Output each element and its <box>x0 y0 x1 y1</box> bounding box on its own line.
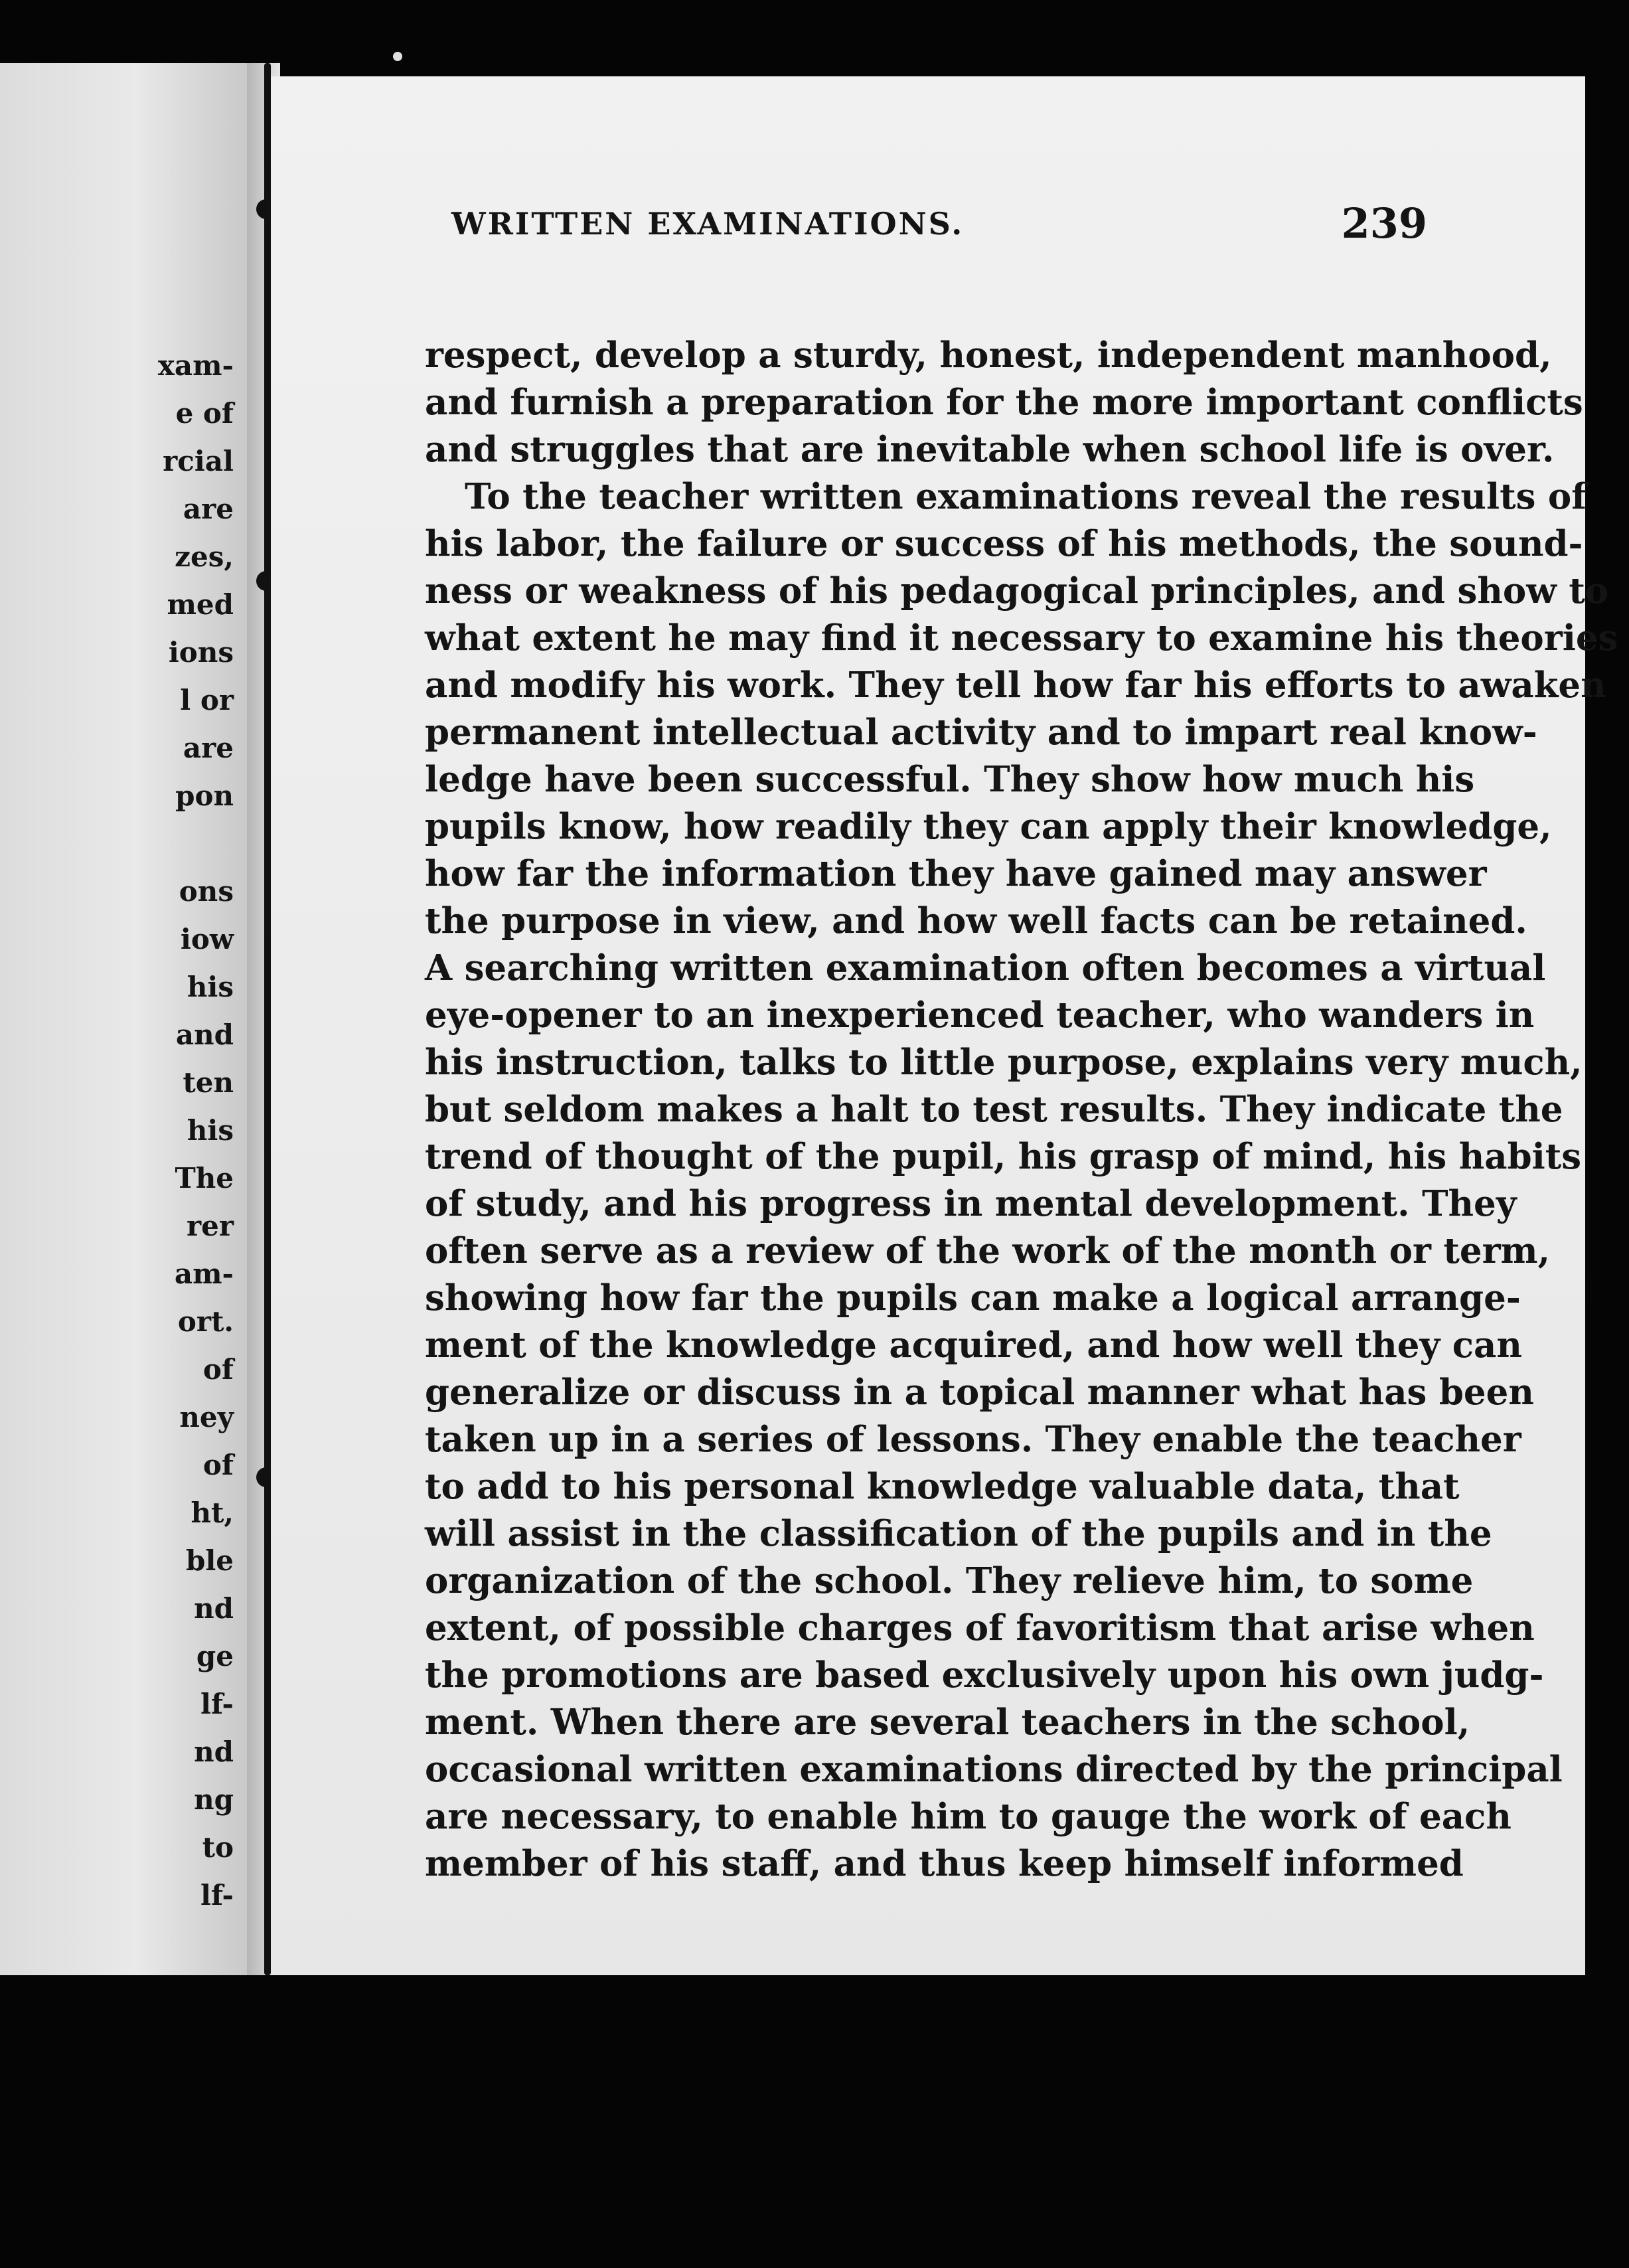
left-page-fragment: his <box>187 971 234 1003</box>
left-page-fragment: are <box>183 732 234 764</box>
left-page-fragment: ng <box>194 1783 234 1816</box>
text-line: the purpose in view, and how well facts can be retained. <box>425 900 1527 941</box>
left-page-fragment: l or <box>180 684 234 716</box>
text-line: ledge have been successful. They show how much his <box>425 759 1475 800</box>
scan-border <box>0 1975 1629 2268</box>
left-page-fragment: med <box>167 588 234 621</box>
text-line: but seldom makes a halt to test results. They indicate the <box>425 1089 1563 1130</box>
text-line: ment of the knowledge acquired, and how well they can <box>425 1325 1522 1366</box>
book-spine <box>264 63 271 1975</box>
left-page-fragment: iow <box>180 923 234 955</box>
left-page-fragment: The <box>175 1162 234 1194</box>
left-page-fragment: ions <box>168 636 234 669</box>
left-page-fragment: his <box>187 1114 234 1147</box>
left-page-fragment: ge <box>196 1640 234 1672</box>
page-number: 239 <box>1341 199 1427 248</box>
left-page-fragment: of <box>202 1353 234 1386</box>
left-page-fragment: and <box>175 1018 234 1051</box>
text-line: To the teacher written examinations reveal the results of <box>465 476 1587 517</box>
left-page-fragment: am- <box>174 1257 234 1290</box>
text-line: how far the information they have gained may answer <box>425 853 1487 894</box>
text-line: ness or weakness of his pedagogical principles, and show to <box>425 570 1609 611</box>
text-line: of study, and his progress in mental development. They <box>425 1183 1517 1224</box>
text-line: A searching written examination often becomes a virtual <box>425 947 1546 989</box>
left-page-fragment: nd <box>194 1736 234 1768</box>
left-page-fragment: are <box>183 493 234 525</box>
left-page-fragment: lf- <box>200 1688 234 1720</box>
text-line: his labor, the failure or success of his methods, the sound- <box>425 523 1583 564</box>
text-line: organization of the school. They relieve him, to some <box>425 1560 1474 1601</box>
text-line: taken up in a series of lessons. They enable the teacher <box>425 1419 1521 1460</box>
left-page-fragment: ort. <box>177 1305 234 1338</box>
text-line: trend of thought of the pupil, his grasp of mind, his habits <box>425 1136 1582 1177</box>
left-page-fragment: lf- <box>200 1879 234 1911</box>
text-line: generalize or discuss in a topical manner what has been <box>425 1372 1534 1413</box>
left-page-fragment: ble <box>185 1544 234 1577</box>
page-header <box>451 199 1427 252</box>
text-line: and struggles that are inevitable when school life is over. <box>425 429 1555 470</box>
text-line: will assist in the classification of the pupils and in the <box>425 1513 1492 1554</box>
left-page-fragment: rcial <box>163 445 234 477</box>
left-page-fragment: ht, <box>191 1497 234 1529</box>
left-page <box>0 63 247 1975</box>
text-line: the promotions are based exclusively upon his own judg- <box>425 1655 1544 1696</box>
left-page-fragment: zes, <box>175 540 234 573</box>
running-title: WRITTEN EXAMINATIONS. <box>451 206 965 242</box>
text-line: and modify his work. They tell how far his efforts to awaken <box>425 665 1606 706</box>
text-line: to add to his personal knowledge valuable data, that <box>425 1466 1460 1507</box>
left-page-text-fragments <box>158 342 234 1919</box>
scan-speck <box>393 52 402 61</box>
text-line: extent, of possible charges of favoritism that arise when <box>425 1607 1535 1649</box>
left-page-fragment: pon <box>175 779 234 812</box>
text-line: and furnish a preparation for the more important conflicts <box>425 382 1583 423</box>
text-line: member of his staff, and thus keep himself informed <box>425 1843 1464 1884</box>
text-line: his instruction, talks to little purpose, explains very much, <box>425 1042 1583 1083</box>
body-text <box>425 332 1618 1888</box>
left-page-fragment: ten <box>183 1066 234 1099</box>
left-page-fragment: rer <box>187 1210 234 1242</box>
left-page-fragment <box>158 820 234 868</box>
text-line: eye-opener to an inexperienced teacher, who wanders in <box>425 995 1535 1036</box>
left-page-fragment: xam- <box>157 349 234 382</box>
text-line: permanent intellectual activity and to impart real know- <box>425 712 1537 753</box>
left-page-fragment: e of <box>175 397 234 430</box>
text-line: pupils know, how readily they can apply their knowledge, <box>425 806 1552 847</box>
text-line: often serve as a review of the work of the month or term, <box>425 1230 1551 1271</box>
left-page-fragment: of <box>202 1449 234 1481</box>
text-line: respect, develop a sturdy, honest, independent manhood, <box>425 335 1552 376</box>
text-line: ment. When there are several teachers in the school, <box>425 1702 1470 1743</box>
left-page-fragment: nd <box>194 1592 234 1625</box>
text-line: what extent he may find it necessary to examine his theories <box>425 617 1618 659</box>
left-page-fragment: to <box>202 1831 234 1864</box>
text-line: are necessary, to enable him to gauge the work of each <box>425 1796 1512 1837</box>
left-page-fragment: ney <box>179 1401 234 1433</box>
text-line: showing how far the pupils can make a logical arrange- <box>425 1277 1521 1319</box>
text-line: occasional written examinations directed by the principal <box>425 1749 1563 1790</box>
left-page-fragment: ons <box>179 875 234 908</box>
